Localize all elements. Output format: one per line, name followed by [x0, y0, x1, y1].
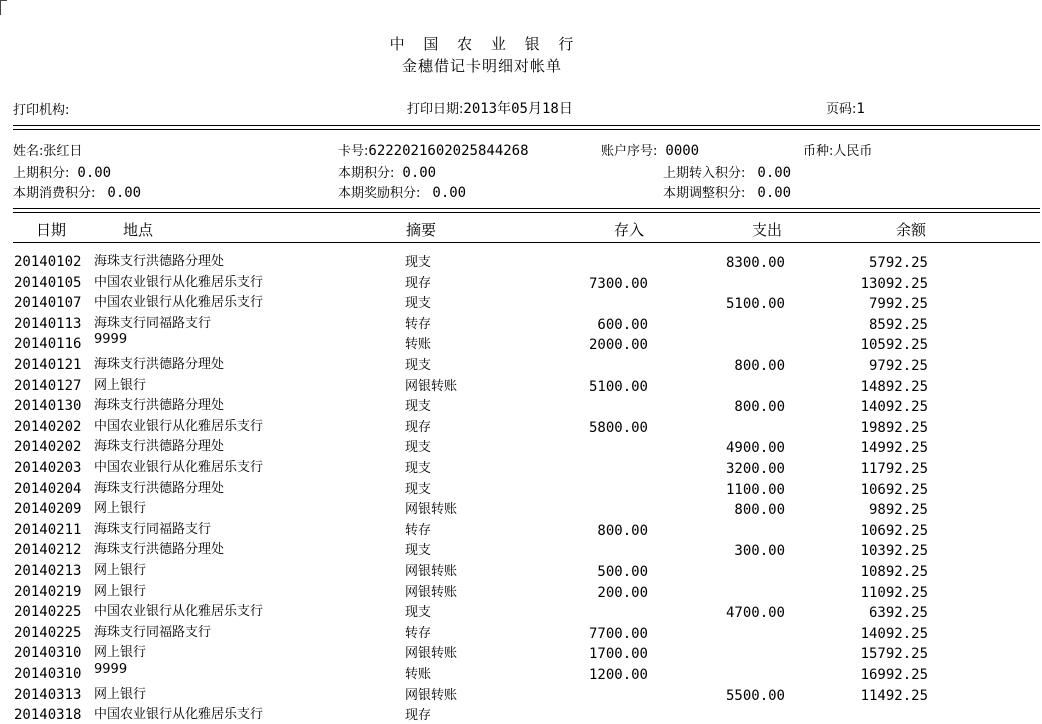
table-row [0, 477, 1042, 498]
row-balance: 14892.25 [860, 378, 928, 395]
row-place: 中国农业银行从化雅居乐支行 [94, 460, 264, 475]
row-balance: 13092.25 [860, 275, 928, 292]
row-deposit: 5800.00 [588, 419, 648, 436]
row-summary: 网银转账 [405, 564, 458, 579]
table-row [0, 435, 1042, 456]
row-deposit: 1700.00 [588, 646, 648, 663]
row-summary: 转存 [405, 625, 432, 641]
row-balance: 11792.25 [860, 461, 928, 477]
row-balance: 14992.25 [860, 440, 928, 457]
row-date: 20140116 [14, 336, 82, 353]
cur-points-label: 本期积分: [338, 166, 395, 181]
row-date: 20140310 [14, 645, 82, 662]
table-row [0, 250, 1042, 271]
account-seq [601, 140, 699, 159]
row-place: 海珠支行洪德路分理处 [94, 357, 225, 372]
reward-label: 本期奖励积分: [338, 186, 421, 201]
row-date: 20140121 [14, 357, 82, 373]
row-balance: 10692.25 [860, 481, 928, 498]
row-date: 20140130 [14, 398, 82, 415]
row-date: 20140127 [14, 377, 82, 394]
row-summary: 网银转账 [405, 584, 458, 600]
card-value: 6222021602025844268 [368, 143, 529, 159]
row-place: 海珠支行同福路支行 [94, 521, 212, 537]
row-date: 20140107 [14, 295, 82, 312]
consume-value: 0.00 [107, 185, 142, 201]
row-balance: 5792.25 [868, 255, 928, 271]
table-row [0, 703, 1042, 724]
row-deposit: 500.00 [597, 564, 648, 580]
row-summary: 现存 [405, 708, 432, 724]
row-balance: 8592.25 [868, 316, 928, 333]
row-balance: 10692.25 [860, 522, 928, 539]
row-deposit: 2000.00 [588, 337, 648, 354]
consume-points [13, 182, 141, 201]
prev-points [13, 162, 111, 181]
row-place: 网上银行 [94, 377, 147, 393]
header-rule [13, 242, 1040, 243]
table-row [0, 662, 1042, 683]
row-summary: 现支 [405, 481, 432, 497]
column-header-withdraw: 支出 [752, 221, 783, 239]
row-summary: 网银转账 [405, 687, 458, 703]
row-summary: 现支 [405, 605, 432, 621]
row-withdraw: 5100.00 [725, 296, 785, 313]
bank-name: 中 国 农 业 银 行 [389, 35, 581, 53]
row-date: 20140225 [14, 604, 82, 621]
print-org-label: 打印机构: [13, 103, 70, 118]
row-summary: 网银转账 [405, 646, 458, 662]
row-withdraw: 800.00 [734, 358, 785, 374]
prev-transfer-value: 0.00 [757, 165, 792, 181]
row-deposit: 1200.00 [588, 667, 648, 683]
row-date: 20140211 [14, 521, 82, 538]
row-balance: 11492.25 [860, 687, 928, 704]
row-balance: 6392.25 [868, 605, 928, 622]
table-row [0, 271, 1042, 292]
seq-label: 账户序号: [601, 144, 658, 159]
print-date-value: 2013年05月18日 [463, 101, 573, 117]
divider-middle [13, 208, 1040, 213]
column-header-deposit: 存入 [614, 221, 645, 239]
print-date-block [407, 98, 573, 118]
row-balance: 19892.25 [860, 419, 928, 436]
row-date: 20140225 [14, 624, 82, 641]
row-date: 20140203 [14, 460, 82, 476]
page-label: 页码: [826, 102, 857, 117]
prev-transfer-label: 上期转入积分: [663, 166, 746, 181]
row-withdraw: 800.00 [734, 502, 785, 519]
row-summary: 现支 [405, 440, 432, 456]
row-deposit: 800.00 [597, 522, 648, 539]
row-date: 20140219 [14, 583, 82, 600]
row-withdraw: 3200.00 [725, 461, 785, 477]
prev-points-value: 0.00 [77, 165, 112, 181]
row-summary: 转存 [405, 316, 432, 332]
table-row [0, 312, 1042, 333]
row-summary: 转账 [405, 337, 432, 353]
row-summary: 现支 [405, 255, 432, 270]
print-date-label: 打印日期: [407, 102, 464, 117]
row-date: 20140202 [14, 418, 82, 435]
row-date: 20140310 [14, 666, 82, 682]
table-row [0, 683, 1042, 704]
cur-points-value: 0.00 [402, 165, 437, 181]
table-row [0, 538, 1042, 559]
page-corner-mark [0, 0, 7, 15]
row-place: 中国农业银行从化雅居乐支行 [94, 707, 264, 723]
column-header-place: 地点 [123, 221, 154, 239]
prev-transfer [663, 162, 791, 181]
row-balance: 9792.25 [868, 358, 928, 374]
row-summary: 网银转账 [405, 502, 458, 518]
row-balance: 9892.25 [868, 502, 928, 519]
row-summary: 现存 [405, 419, 432, 435]
adjust-points [663, 182, 791, 201]
row-deposit: 7700.00 [588, 625, 648, 642]
row-place: 海珠支行洪德路分理处 [94, 542, 225, 558]
consume-label: 本期消费积分: [13, 186, 96, 201]
row-place: 网上银行 [94, 501, 147, 517]
row-place: 中国农业银行从化雅居乐支行 [94, 295, 264, 311]
table-row [0, 353, 1042, 374]
row-summary: 现支 [405, 461, 432, 476]
row-place: 中国农业银行从化雅居乐支行 [94, 418, 264, 434]
row-summary: 现支 [405, 358, 432, 373]
row-place: 中国农业银行从化雅居乐支行 [94, 604, 264, 620]
row-balance: 7992.25 [868, 296, 928, 313]
statement-title: 金穗借记卡明细对帐单 [401, 57, 562, 75]
name-value: 张红日 [43, 144, 83, 159]
row-date: 20140209 [14, 501, 82, 518]
row-withdraw: 8300.00 [725, 255, 785, 271]
row-withdraw: 4700.00 [725, 605, 785, 622]
reward-points [338, 182, 466, 201]
row-place: 9999 [94, 662, 128, 677]
row-place: 网上银行 [94, 645, 147, 661]
row-place: 9999 [94, 332, 128, 348]
table-row [0, 456, 1042, 477]
name-label: 姓名: [13, 144, 44, 159]
row-place: 中国农业银行从化雅居乐支行 [94, 274, 264, 290]
row-date: 20140213 [14, 563, 82, 579]
row-summary: 现存 [405, 275, 432, 291]
card-number [338, 140, 529, 159]
row-summary: 转存 [405, 522, 432, 538]
table-row [0, 332, 1042, 353]
prev-points-label: 上期积分: [13, 166, 70, 181]
row-date: 20140313 [14, 686, 82, 703]
column-header-date: 日期 [36, 221, 67, 239]
table-row [0, 518, 1042, 539]
currency-label: 币种: [803, 144, 834, 159]
row-balance: 11092.25 [860, 584, 928, 601]
row-date: 20140212 [14, 542, 82, 559]
row-deposit: 600.00 [597, 316, 648, 333]
row-balance: 14092.25 [860, 399, 928, 416]
table-row [0, 621, 1042, 642]
table-row [0, 580, 1042, 601]
page-number: 1 [856, 101, 865, 117]
row-deposit: 5100.00 [588, 378, 648, 395]
row-place: 海珠支行洪德路分理处 [94, 254, 225, 269]
row-deposit: 200.00 [597, 584, 648, 601]
row-place: 海珠支行同福路支行 [94, 624, 212, 640]
row-place: 网上银行 [94, 563, 147, 578]
row-balance: 10392.25 [860, 543, 928, 560]
row-date: 20140113 [14, 315, 82, 332]
row-date: 20140105 [14, 274, 82, 291]
row-balance: 15792.25 [860, 646, 928, 663]
table-row [0, 497, 1042, 518]
cur-points [338, 162, 436, 181]
divider-top [13, 125, 1040, 130]
row-summary: 现支 [405, 399, 432, 415]
row-withdraw: 5500.00 [725, 687, 785, 704]
row-place: 海珠支行洪德路分理处 [94, 439, 225, 455]
row-balance: 10592.25 [860, 337, 928, 354]
row-withdraw: 800.00 [734, 399, 785, 416]
table-row [0, 415, 1042, 436]
row-place: 海珠支行洪德路分理处 [94, 480, 225, 496]
table-row [0, 559, 1042, 580]
table-row [0, 600, 1042, 621]
row-summary: 网银转账 [405, 378, 458, 394]
row-date: 20140202 [14, 439, 82, 456]
row-place: 网上银行 [94, 583, 147, 599]
row-deposit: 7300.00 [588, 275, 648, 292]
row-place: 海珠支行同福路支行 [94, 315, 212, 331]
row-date: 20140318 [14, 707, 82, 724]
row-balance: 10892.25 [860, 564, 928, 580]
row-balance: 16992.25 [860, 667, 928, 683]
adjust-value: 0.00 [757, 185, 792, 201]
column-header-balance: 余额 [896, 221, 927, 239]
table-row [0, 641, 1042, 662]
column-header-summary: 摘要 [406, 221, 437, 239]
row-place: 海珠支行洪德路分理处 [94, 398, 225, 414]
card-label: 卡号: [338, 144, 369, 159]
table-row [0, 394, 1042, 415]
currency-value: 人民币 [833, 144, 873, 159]
table-row [0, 291, 1042, 312]
reward-value: 0.00 [432, 185, 467, 201]
page-number-block [826, 98, 865, 117]
row-place: 网上银行 [94, 686, 147, 702]
row-date: 20140204 [14, 480, 82, 497]
adjust-label: 本期调整积分: [663, 186, 746, 201]
table-row [0, 374, 1042, 395]
row-balance: 14092.25 [860, 625, 928, 642]
account-name [13, 140, 82, 159]
row-withdraw: 300.00 [734, 543, 785, 560]
row-summary: 现支 [405, 296, 432, 312]
row-summary: 现支 [405, 543, 432, 559]
row-withdraw: 4900.00 [725, 440, 785, 457]
currency [803, 140, 872, 159]
row-withdraw: 1100.00 [725, 481, 785, 498]
row-date: 20140102 [14, 254, 82, 270]
row-summary: 转账 [405, 667, 432, 682]
seq-value: 0000 [665, 143, 700, 159]
